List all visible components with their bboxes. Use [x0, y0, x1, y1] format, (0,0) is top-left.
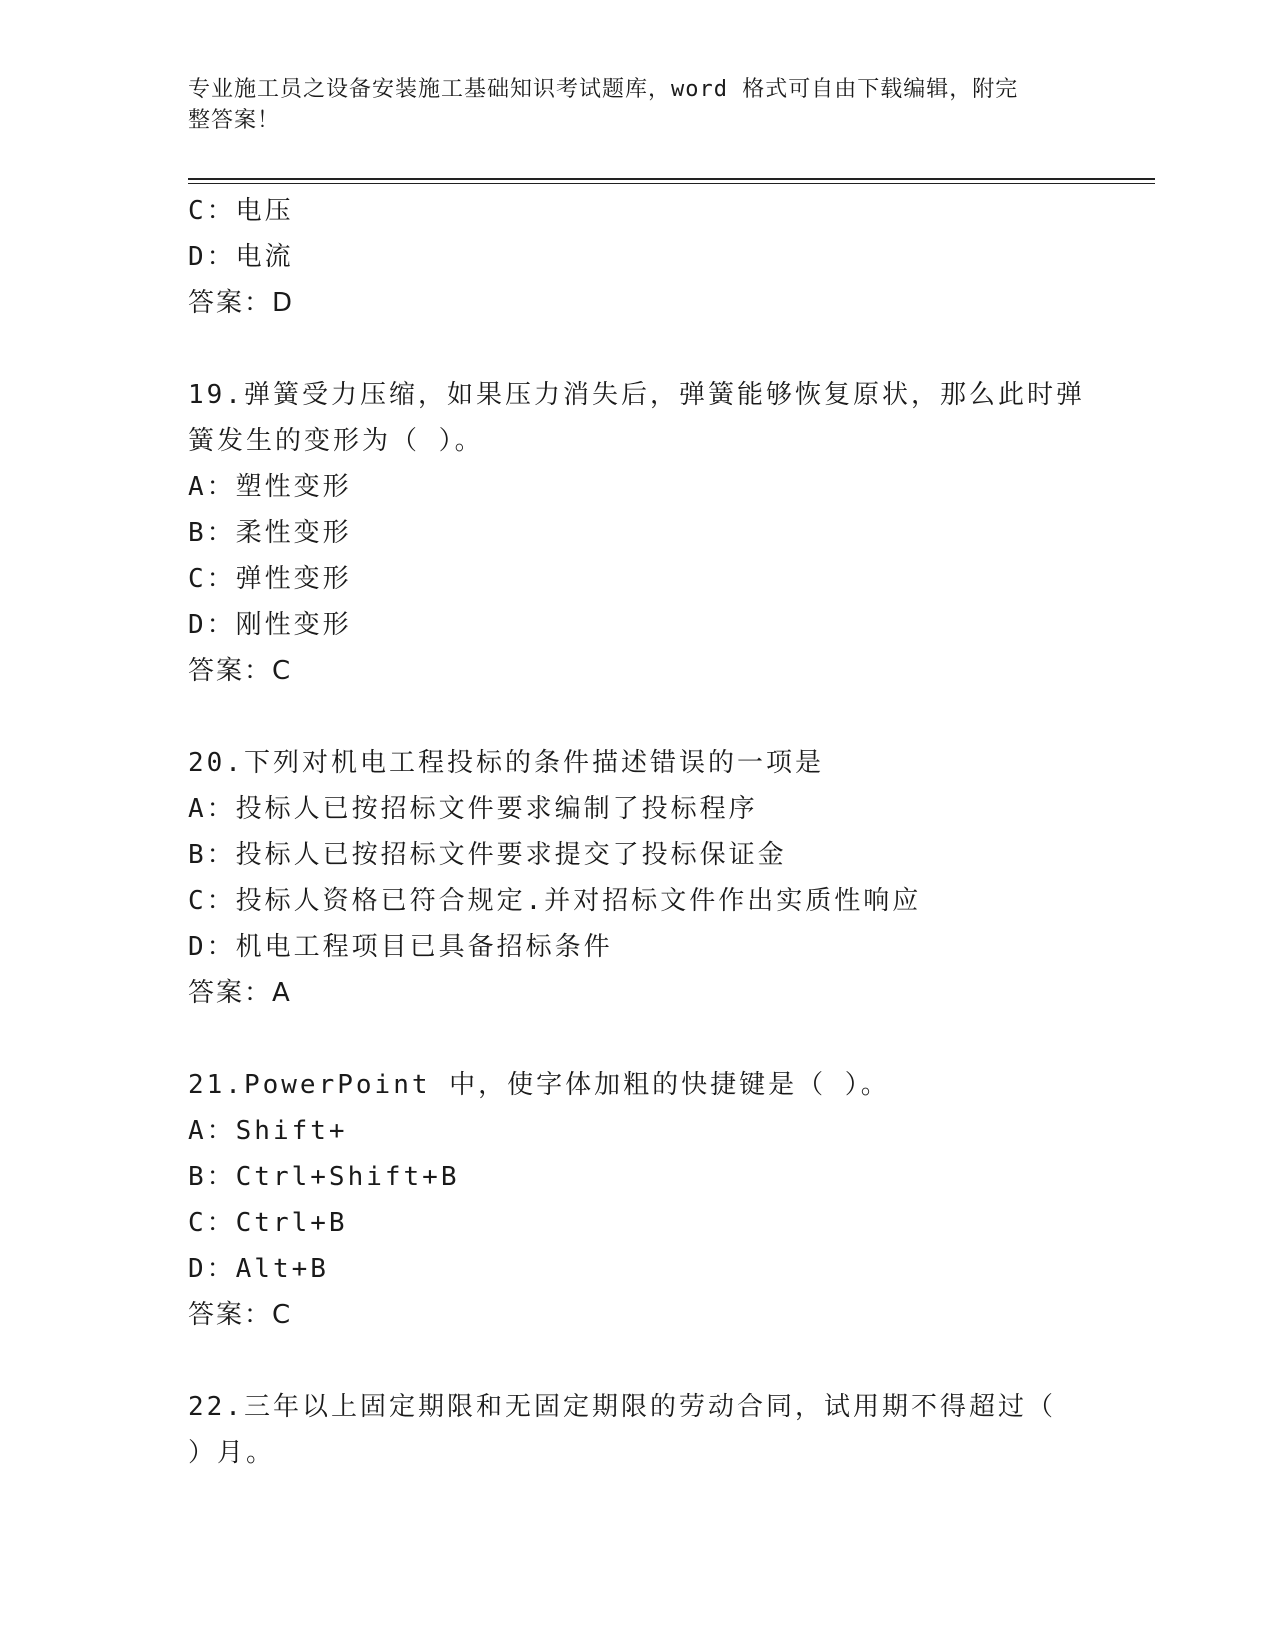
question-22: [188, 1384, 1148, 1476]
question-text: [188, 372, 1148, 418]
question-18-fragment: [188, 188, 1148, 326]
question-20: [188, 740, 1148, 1016]
question-19: [188, 372, 1148, 694]
question-text: [188, 1062, 1148, 1108]
option-d: D：机电工程项目已具备招标条件: [188, 932, 613, 962]
header-rule-thick: [188, 178, 1155, 180]
option-c: C：Ctrl+B: [188, 1208, 348, 1238]
question-text: [188, 1384, 1148, 1430]
header-line-2: 整答案！: [188, 108, 281, 133]
answer: 答案：A: [188, 978, 292, 1008]
spacer: [188, 326, 1148, 372]
document-header: [188, 74, 1088, 136]
question-number: 22.: [188, 1392, 244, 1422]
header-line-1: 专业施工员之设备安装施工基础知识考试题库，word 格式可自由下载编辑，附完: [188, 77, 1019, 102]
option-a: A：Shift+: [188, 1116, 348, 1146]
document-body: [188, 188, 1148, 1476]
option-d: D：刚性变形: [188, 610, 352, 640]
question-number: 20.: [188, 748, 244, 778]
question-text-line-2: 簧发生的变形为（ ）。: [188, 426, 484, 456]
option-b: B：柔性变形: [188, 518, 352, 548]
spacer: [188, 694, 1148, 740]
answer: 答案：D: [188, 288, 295, 318]
question-text-line-2: ）月。: [188, 1438, 276, 1468]
question-text-line-1: PowerPoint 中，使字体加粗的快捷键是（ ）。: [243, 1070, 890, 1100]
question-number: 21.: [188, 1070, 244, 1100]
option-d: D：Alt+B: [188, 1254, 329, 1284]
spacer: [188, 1338, 1148, 1384]
answer: 答案：C: [188, 656, 293, 686]
question-21: [188, 1062, 1148, 1338]
question-text-line-1: 三年以上固定期限和无固定期限的劳动合同，试用期不得超过（: [243, 1392, 1056, 1422]
option-d: D：电流: [188, 242, 294, 272]
header-rule-thin: [188, 183, 1155, 184]
option-c: C：弹性变形: [188, 564, 352, 594]
question-number: 19.: [188, 380, 244, 410]
answer: 答案：C: [188, 1300, 293, 1330]
question-text: [188, 740, 1148, 786]
option-c: C：电压: [188, 196, 294, 226]
option-c: C：投标人资格已符合规定.并对招标文件作出实质性响应: [188, 886, 922, 916]
option-b: B：投标人已按招标文件要求提交了投标保证金: [188, 840, 787, 870]
option-a: A：投标人已按招标文件要求编制了投标程序: [188, 794, 758, 824]
question-text-line-1: 下列对机电工程投标的条件描述错误的一项是: [243, 748, 824, 778]
spacer: [188, 1016, 1148, 1062]
option-b: B：Ctrl+Shift+B: [188, 1162, 460, 1192]
question-text-line-1: 弹簧受力压缩，如果压力消失后，弹簧能够恢复原状，那么此时弹: [243, 380, 1085, 410]
option-a: A：塑性变形: [188, 472, 352, 502]
